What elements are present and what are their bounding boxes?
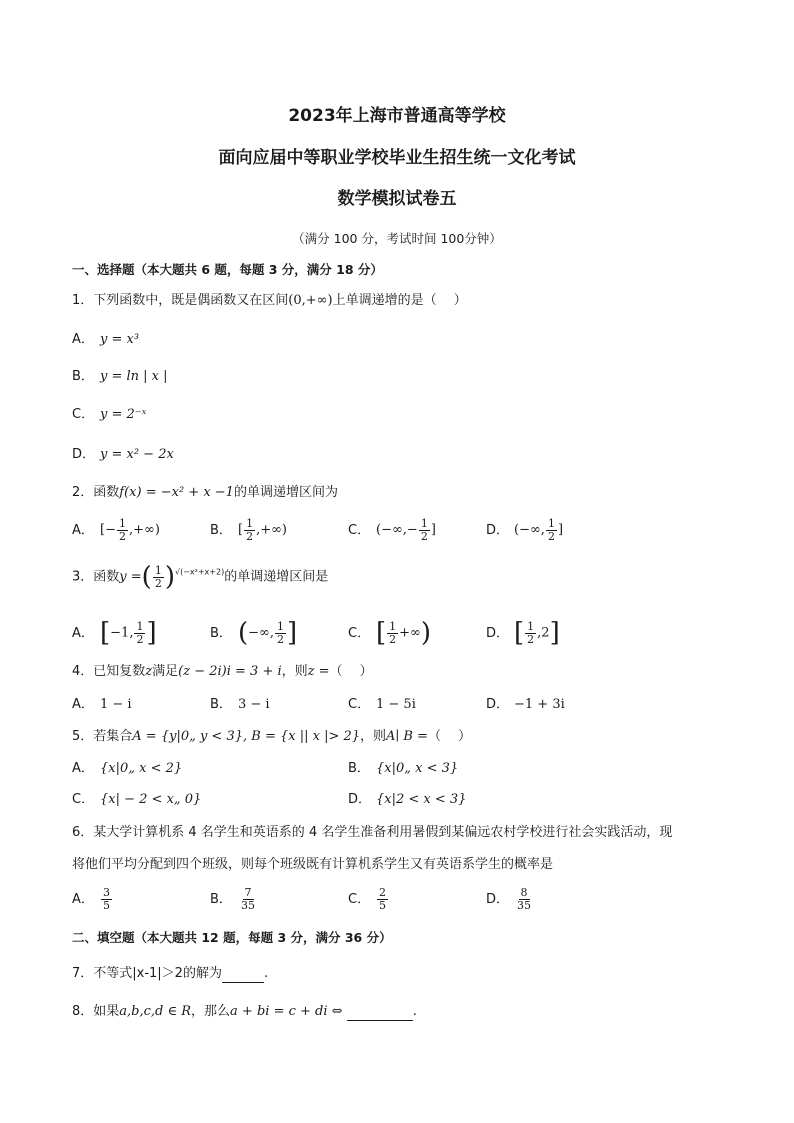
q4-label-a: A． [72,697,94,712]
question-2-stem [72,486,338,499]
q5-stem-b: ，则 [360,729,387,744]
fraction-denominator: 2 [277,632,285,646]
q2-label-b: B． [210,522,232,538]
fraction-denominator: 2 [420,529,428,543]
q2-opt-c-right: ] [430,522,436,538]
fraction-numerator: 7 [244,886,252,899]
q8-stem-a: 8．如果 [72,1004,120,1019]
fraction-numerator: 8 [520,886,528,899]
q2-stem-b: 的单调递增区间为 [233,485,338,500]
fraction-denominator: 5 [379,898,386,912]
fraction-denominator: 2 [118,529,126,543]
fraction-numerator: 1 [246,517,254,530]
q5-label-b: B． [348,761,370,776]
bracket-left: [ [100,618,111,648]
q6-opt-b-fraction [239,887,257,911]
q3-base-fraction [153,565,164,589]
q2-opt-c-left: (−∞,− [376,522,418,538]
q5-stem-a: 5．若集合 [72,729,133,744]
title-line-2: 面向应届中等职业学校毕业生招生统一文化考试 [218,148,576,168]
q4-opt-b: 3 − i [238,697,270,712]
question-1-stem [72,294,467,307]
bracket-right: ] [287,618,298,648]
q3-option-c[interactable] [348,620,431,646]
q3-opt-c-right: +∞ [399,625,421,641]
q6-opt-c-fraction [377,887,388,911]
question-6-line-1: 6．某大学计算机系 4 名学生和英语系的 4 名学生准备利用暑假到某偏远农村学校进行社会实践活动，现 [72,825,673,840]
q6-opt-d-fraction [515,887,533,911]
q8-vars: a,b,c,d ∈ R [119,1004,192,1019]
q5-opt-c: {x| − 2 < x„ 0} [100,792,202,807]
bracket-right: ] [549,618,560,648]
question-4-stem [72,665,373,678]
q4-opt-a: 1 − i [100,697,132,712]
q3-label-a: A． [72,625,94,641]
q8-eq: a + bi = c + di [230,1004,328,1019]
paren-left: ( [238,618,249,648]
q1-opt-d: y = x² − 2x [100,447,174,462]
q4-eq: (z − 2i)i = 3 + i [178,664,282,679]
question-3-stem [72,564,328,590]
q2-opt-a-right: ,+∞) [128,522,160,538]
q5-opt-b: {x|0„ x < 3} [376,761,459,776]
q6-option-b[interactable] [210,887,258,911]
q5-label-c: C． [72,792,95,807]
fraction-denominator: 2 [389,632,397,646]
q3-opt-a-fraction [134,621,145,645]
fraction-numerator: 1 [420,517,428,530]
q1-stem-a: 1．下列函数中，既是偶函数又在区间 [72,293,289,308]
fraction-numerator: 1 [154,563,162,577]
fraction-denominator: 2 [154,576,162,590]
q4-opt-c: 1 − 5i [376,697,416,712]
q4-stem-a: 4．已知复数 [72,664,146,679]
q5-opt-a: {x|0„ x < 2} [100,761,183,776]
fraction-denominator: 2 [136,632,144,646]
q4-z: z [145,664,153,679]
q1-option-b[interactable] [72,370,168,383]
q1-opt-c: y = 2⁻ˣ [100,407,147,422]
q4-option-b[interactable] [210,698,270,711]
q5-label-d: D． [348,792,372,807]
bracket-left: [ [514,618,525,648]
fraction-denominator: 35 [517,898,531,912]
fraction-numerator: 1 [389,619,397,633]
q2-func: f(x) = −x² + x −1 [119,485,234,500]
fraction-numerator: 2 [379,886,386,899]
q3-opt-b-fraction [275,621,286,645]
q4-stem-c: ，则 [281,664,308,679]
q4-label-c: C． [348,697,371,712]
section-2-heading: 二、填空题（本大题共 12 题，每题 3 分，满分 36 分） [72,930,392,945]
q7-stem-b: . [263,966,269,981]
exam-note: （满分 100 分，考试时间 100分钟） [292,231,502,246]
q3-stem-a: 3．函数 [72,569,120,585]
q2-option-a[interactable] [72,518,160,542]
question-8 [72,1005,417,1021]
q1-stem-b: 上单调递增的是（ ） [332,293,467,308]
q4-opt-d: −1 + 3i [514,697,565,712]
q2-option-b[interactable] [210,518,287,542]
q5-option-a[interactable] [72,762,182,775]
q2-opt-d-left: (−∞, [514,522,545,538]
q7-answer-blank[interactable] [222,969,264,983]
fraction-numerator: 1 [527,619,535,633]
q8-stem-b: ，那么 [191,1004,231,1019]
q6-opt-a-fraction [101,887,112,911]
fraction-numerator: 3 [103,886,110,899]
q6-option-a[interactable] [72,887,113,911]
section-1-heading: 一、选择题（本大题共 6 题，每题 3 分，满分 18 分） [72,262,383,277]
q1-option-c[interactable] [72,408,146,421]
q6-option-d[interactable] [486,887,534,911]
question-7 [72,967,268,983]
fraction-denominator: 2 [527,632,535,646]
q3-opt-d-fraction [525,621,536,645]
q3-opt-d-right: ,2 [537,625,550,641]
q8-stem-c: . [412,1004,417,1019]
q1-label-b: B． [72,369,94,384]
q6-label-b: B． [210,891,232,907]
title-line-1: 2023年上海市普通高等学校 [288,106,506,126]
q8-answer-blank[interactable] [347,1007,413,1021]
q2-opt-a-left: [− [100,522,116,538]
q6-label-a: A． [72,891,94,907]
q2-label-a: A． [72,522,94,538]
q3-opt-b-left: −∞, [248,625,275,641]
q1-option-d[interactable] [72,448,174,461]
fraction-numerator: 1 [136,619,144,633]
q3-exponent: √(−x²+x+2) [174,567,225,577]
question-5-stem [72,730,471,743]
question-6-line-2: 将他们平均分配到四个班级，则每个班级既有计算机系学生又有英语系学生的概率是 [72,857,554,872]
q3-y-eq: y = [119,569,142,585]
q2-opt-d-right: ] [557,522,564,538]
q3-option-d[interactable] [486,620,560,646]
q1-label-d: D． [72,447,96,462]
q4-option-c[interactable] [348,698,416,711]
q5-sets: A = {y|0„ y < 3}, B = {x || x |> 2} [132,729,361,744]
paren-right: ) [420,618,432,648]
q4-z-eq: z = [307,664,330,679]
q2-stem-a: 2．函数 [72,485,120,500]
q2-option-c[interactable] [348,518,436,542]
q3-option-a[interactable] [72,620,157,646]
q1-interval: (0,+∞) [288,293,333,308]
fraction-denominator: 5 [103,898,110,912]
q1-opt-a: y = x³ [100,332,140,347]
q3-label-c: C． [348,625,371,641]
q3-opt-a-left: −1, [110,625,134,641]
fraction-denominator: 2 [547,529,555,543]
q2-opt-a-fraction [117,518,128,542]
q3-right-paren: ) [164,562,175,592]
q5-option-c[interactable] [72,793,201,806]
q6-label-d: D． [486,891,510,907]
fraction-numerator: 1 [277,619,285,633]
fraction-denominator: 2 [246,529,254,543]
q5-label-a: A． [72,761,94,776]
q1-option-a[interactable] [72,333,139,346]
q2-opt-c-fraction [419,518,430,542]
q1-label-a: A． [72,332,94,347]
q4-stem-d: （ ） [329,664,373,679]
q7-stem-a: 7．不等式|x-1|＞2的解为 [72,966,222,981]
q4-option-d[interactable] [486,698,565,711]
q4-option-a[interactable] [72,698,132,711]
q6-option-c[interactable] [348,887,389,911]
q2-option-d[interactable] [486,518,563,542]
q4-stem-b: 满足 [152,664,179,679]
q1-label-c: C． [72,407,95,422]
q2-opt-d-fraction [546,518,557,542]
q3-left-paren: ( [141,562,152,592]
q3-opt-c-fraction [387,621,398,645]
q5-stem-c: （ ） [427,729,472,744]
q6-label-c: C． [348,891,371,907]
q3-label-d: D． [486,625,510,641]
q4-label-d: D． [486,697,510,712]
q2-opt-b-left: [ [238,522,244,538]
fraction-numerator: 1 [118,517,126,530]
fraction-denominator: 35 [241,898,255,912]
q4-label-b: B． [210,697,232,712]
q2-label-d: D． [486,522,510,538]
q5-opt-d: {x|2 < x < 3} [376,792,467,807]
bracket-left: [ [376,618,387,648]
q1-opt-b: y = ln | x | [100,369,168,384]
q2-label-c: C． [348,522,371,538]
q5-option-d[interactable] [348,793,466,806]
bracket-right: ] [146,618,157,648]
q3-label-b: B． [210,625,232,641]
q3-option-b[interactable] [210,620,297,646]
fraction-numerator: 1 [547,517,555,530]
q5-option-b[interactable] [348,762,458,775]
q8-iff: ⇔ [331,1004,343,1019]
q2-opt-b-right: ,+∞) [256,522,288,538]
q5-ab: A∣ B = [386,729,428,744]
title-line-3: 数学模拟试卷五 [337,189,457,209]
q2-opt-b-fraction [244,518,255,542]
q3-stem-b: 的单调递增区间是 [224,569,329,585]
